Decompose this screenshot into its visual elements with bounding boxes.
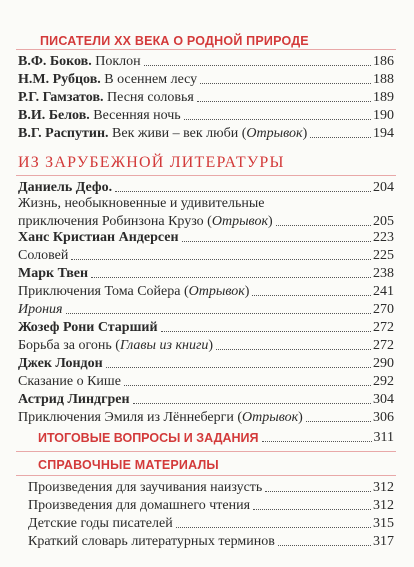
toc-entry-irony <box>18 300 394 318</box>
page-number: 306 <box>373 410 394 425</box>
author-name: Н.М. Рубцов. <box>18 72 101 87</box>
section-rule <box>16 475 396 476</box>
work-title: Приключения Эмиля из Лённеберги ( <box>18 410 242 425</box>
page-number: 194 <box>373 126 394 141</box>
page-number: 270 <box>373 302 394 317</box>
page-number: 312 <box>373 480 394 495</box>
toc-entry-rasputin: В.Г. Распутин. Век живи – век люби (Отрывок) 194 <box>18 126 394 141</box>
page-number: 188 <box>373 72 394 87</box>
section-title-foreign-literature: ИЗ ЗАРУБЕЖНОЙ ЛИТЕРАТУРЫ <box>18 154 285 171</box>
section-rule <box>16 175 396 176</box>
leader-dots <box>200 83 371 84</box>
work-title: Приключения Тома Сойера ( <box>18 284 189 299</box>
page-number: 312 <box>373 498 394 513</box>
page-number: 272 <box>373 338 394 353</box>
leader-dots <box>161 331 371 332</box>
work-note: Отрывок <box>211 214 268 229</box>
page-number: 186 <box>373 54 394 69</box>
toc-entry-final-questions <box>38 428 394 446</box>
author-name: Ханс Кристиан Андерсен <box>18 230 179 245</box>
page-number: 204 <box>373 180 394 195</box>
work-title-line: Жизнь, необыкновенные и удивительные <box>18 196 265 211</box>
page-number: 189 <box>373 90 394 105</box>
section-title-reference: СПРАВОЧНЫЕ МАТЕРИАЛЫ <box>38 458 219 472</box>
author-name: В.Ф. Боков. <box>18 54 92 69</box>
toc-entry-rubtsov <box>18 70 394 88</box>
page-number: 304 <box>373 392 394 407</box>
leader-dots <box>144 65 371 66</box>
toc-entry-nightingale <box>18 246 394 264</box>
leader-dots <box>91 277 371 278</box>
page-number: 315 <box>373 516 394 531</box>
page-number: 190 <box>373 108 394 123</box>
work-title: Век живи – век люби ( <box>108 126 247 141</box>
toc-entry-defoe-author <box>18 178 394 196</box>
work-title: Соловей <box>18 248 69 263</box>
toc-entry-gamzatov <box>18 88 394 106</box>
toc-entry-bokov <box>18 52 394 70</box>
author-name: Даниель Дефо. <box>18 180 113 195</box>
leader-dots <box>310 137 371 138</box>
leader-dots <box>124 385 371 386</box>
page-number: 292 <box>373 374 394 389</box>
work-title: Поклон <box>91 54 141 69</box>
page-number: 311 <box>373 430 394 445</box>
toc-entry-quest-for-fire: Борьба за огонь (Главы из книги) 272 <box>18 338 394 353</box>
toc-entry-memorize <box>28 478 394 496</box>
work-title: Песня соловья <box>103 90 194 105</box>
work-note: Отрывок <box>188 284 245 299</box>
page-number: 225 <box>373 248 394 263</box>
toc-entry-lindgren-author <box>18 390 394 408</box>
leader-dots <box>176 527 371 528</box>
toc-entry-home-reading <box>28 496 394 514</box>
toc-entry-london-author <box>18 354 394 372</box>
leader-dots <box>71 259 371 260</box>
page-number: 205 <box>373 214 394 229</box>
page-number: 238 <box>373 266 394 281</box>
toc-entry-dictionary <box>28 532 394 550</box>
leader-dots <box>265 491 371 492</box>
entry-title: Краткий словарь литературных терминов <box>28 534 275 549</box>
leader-dots <box>133 403 371 404</box>
toc-entry-robinson-crusoe: приключения Робинзона Крузо (Отрывок) 205 <box>18 214 394 229</box>
page-number: 241 <box>373 284 394 299</box>
leader-dots <box>182 241 371 242</box>
leader-dots <box>197 101 371 102</box>
toc-entry-tom-sawyer: Приключения Тома Сойера (Отрывок) 241 <box>18 284 394 299</box>
leader-dots <box>66 313 371 314</box>
section-rule <box>16 451 396 452</box>
leader-dots <box>278 545 371 546</box>
toc-entry-twain-author <box>18 264 394 282</box>
toc-entry-andersen-author <box>18 228 394 246</box>
leader-dots <box>106 367 371 368</box>
section-title-final-questions: ИТОГОВЫЕ ВОПРОСЫ И ЗАДАНИЯ <box>38 431 259 445</box>
author-name: Р.Г. Гамзатов. <box>18 90 104 105</box>
work-note: Отрывок <box>246 126 303 141</box>
leader-dots <box>253 509 371 510</box>
leader-dots <box>252 295 371 296</box>
section-title-20th-century-nature: ПИСАТЕЛИ ХХ ВЕКА О РОДНОЙ ПРИРОДЕ <box>40 34 309 48</box>
leader-dots <box>184 119 371 120</box>
author-name: Марк Твен <box>18 266 89 281</box>
toc-entry-childhood <box>28 514 394 532</box>
work-title: Сказание о Кише <box>18 374 121 389</box>
work-note: Отрывок <box>242 410 299 425</box>
author-name: Джек Лондон <box>18 356 103 371</box>
term-title: Ирония <box>18 302 63 317</box>
work-note: Главы из книги <box>119 338 209 353</box>
author-name: В.И. Белов. <box>18 108 90 123</box>
toc-entry-rosny-author <box>18 318 394 336</box>
entry-title: Произведения для заучивания наизусть <box>28 480 263 495</box>
leader-dots <box>306 421 371 422</box>
toc-entry-belov <box>18 106 394 124</box>
page-number: 290 <box>373 356 394 371</box>
leader-dots <box>276 225 371 226</box>
author-name: Астрид Линдгрен <box>18 392 130 407</box>
page-number: 272 <box>373 320 394 335</box>
work-title: Весенняя ночь <box>89 108 181 123</box>
page-number: 317 <box>373 534 394 549</box>
entry-title: Произведения для домашнего чтения <box>28 498 251 513</box>
section-rule <box>16 49 396 50</box>
toc-entry-tale-of-kish <box>18 372 394 390</box>
page-number: 223 <box>373 230 394 245</box>
author-name: В.Г. Распутин. <box>18 126 109 141</box>
work-title: В осеннем лесу <box>100 72 198 87</box>
entry-title: Детские годы писателей <box>28 516 173 531</box>
leader-dots <box>216 349 371 350</box>
leader-dots <box>115 191 371 192</box>
leader-dots <box>262 441 372 442</box>
author-name: Жозеф Рони Старший <box>18 320 158 335</box>
work-title: Борьба за огонь ( <box>18 338 120 353</box>
toc-entry-emil: Приключения Эмиля из Лённеберги (Отрывок) 306 <box>18 410 394 425</box>
work-title: приключения Робинзона Крузо ( <box>18 214 212 229</box>
